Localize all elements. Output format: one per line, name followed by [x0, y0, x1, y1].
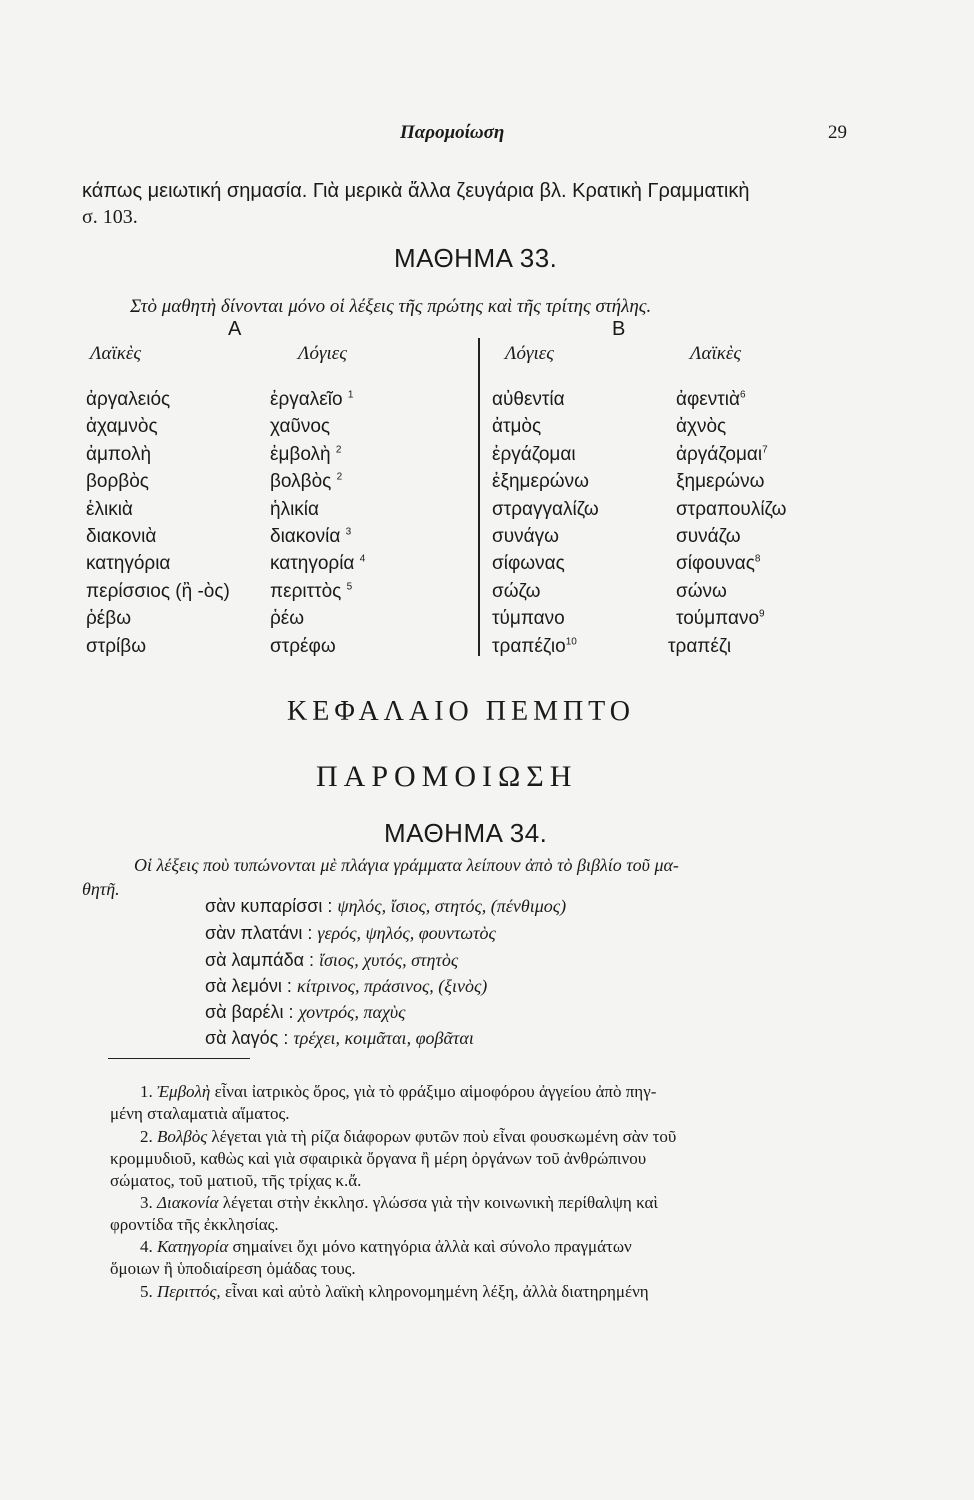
word-item: τύμπανο: [492, 608, 565, 630]
footnote-ref: 6: [740, 389, 746, 401]
word-item: βορβὸς: [86, 471, 149, 493]
word-item: βολβὸς $^2$: [270, 471, 343, 493]
simile-row: σὰ λαγός : τρέχει, κοιμᾶται, φοβᾶται: [205, 1028, 474, 1048]
column-header-learned-b: Λόγιες: [505, 343, 554, 364]
lesson-34-instruction-line-1: Οἱ λέξεις ποὺ τυπώνονται μὲ πλάγια γράμματα λείπουν ἀπὸ τὸ βιβλίο τοῦ μα-: [134, 855, 679, 875]
word-column-learned-a: [270, 386, 365, 660]
word-item: σώζω: [492, 580, 541, 602]
word-item: ἐργαλεῖο $^1$: [270, 389, 354, 410]
chapter-title: ΠΑΡΟΜΟΙΩΣΗ: [316, 760, 578, 793]
word-item: διακονιὰ: [86, 526, 157, 548]
footnote-line: φροντίδα τῆς ἐκκλησίας.: [110, 1215, 279, 1234]
footnote-ref: 5: [346, 581, 353, 593]
word-item: ἀργάζομαι$^7$: [676, 443, 768, 465]
footnote-line: σώματος, τοῦ ματιοῦ, τῆς τρίχας κ.ἄ.: [110, 1171, 362, 1190]
intro-line-1: κάπως μειωτική σημασία. Γιὰ μερικὰ ἄλλα ζευγάρια βλ. Κρατικὴ Γραμματικὴ: [82, 180, 750, 202]
word-item: στραπουλίζω: [676, 498, 787, 520]
footnote-ref: 4: [359, 554, 366, 566]
word-item: ἐργάζομαι: [492, 443, 576, 465]
word-item: στραγγαλίζω: [492, 498, 599, 520]
word-item: σώνω: [676, 580, 727, 602]
column-header-popular-b: Λαϊκὲς: [690, 343, 742, 364]
simile-row: σὰ βαρέλι : χοντρός, παχὺς: [205, 1002, 406, 1022]
lesson-34-instruction-line-2: θητῆ.: [82, 879, 120, 899]
word-item: τούμπανο$^9$: [676, 608, 765, 630]
column-header-learned-a: Λόγιες: [298, 343, 347, 364]
footnote-ref: 2: [335, 444, 342, 456]
word-item: διακονία $^3$: [270, 526, 352, 548]
lesson-34-title: ΜΑΘΗΜΑ 34.: [384, 818, 548, 848]
word-column-learned-b: [492, 386, 599, 660]
simile-row: σὰν πλατάνι : γερός, ψηλός, φουντωτὸς: [205, 923, 496, 943]
footnote-ref: 10: [565, 636, 577, 648]
word-item: συνάζω: [676, 526, 741, 548]
footnote-ref: 1: [347, 389, 354, 401]
footnote-line: 2. Βολβὸς λέγεται γιὰ τὴ ρίζα διάφορων φυτῶν ποὺ εἶναι φουσκωμένη σὰν τοῦ: [140, 1127, 677, 1146]
word-item: ἀφεντιὰ$^6$: [676, 389, 746, 410]
word-item: ῥέβω: [86, 608, 132, 630]
footnote-ref: 7: [762, 444, 768, 456]
word-item: ῥέω: [270, 608, 305, 630]
column-divider: [478, 338, 480, 656]
word-column-popular-b: [668, 386, 787, 660]
word-item: ἀργαλειός: [86, 389, 171, 410]
word-item: αὐθεντία: [492, 389, 565, 410]
footnote-line: κρομμυδιοῦ, καθὼς καὶ γιὰ σφαιρικὰ ὄργανα ἢ μέρη ὀργάνων τοῦ ἀνθρώπινου: [110, 1149, 647, 1168]
word-item: ἐξημερώνω: [492, 471, 589, 493]
word-item: ἡλικία: [270, 498, 319, 520]
running-header-title: Παρομοίωση: [400, 122, 505, 143]
chapter-label: ΚΕΦΑΛΑΙΟ ΠΕΜΠΤΟ: [287, 696, 635, 727]
footnote-line: 5. Περιττός, εἶναι καὶ αὐτὸ λαϊκὴ κληρονομημένη λέξη, ἀλλὰ διατηρημένη: [140, 1282, 649, 1301]
footnote-ref: 8: [754, 554, 761, 566]
lesson-33-title: ΜΑΘΗΜΑ 33.: [394, 243, 558, 273]
footnote-line: 1. Ἐμβολὴ εἶναι ἰατρικὸς ὅρος, γιὰ τὸ φράξιμο αἱμοφόρου ἀγγείου ἀπὸ πηγ-: [140, 1082, 657, 1101]
word-item: περιττὸς $^5$: [270, 580, 353, 602]
word-item: τραπέζι: [668, 635, 732, 657]
word-item: σίφουνας$^8$: [676, 553, 761, 575]
word-item: περίσσιος (ἢ -ὸς): [86, 580, 230, 602]
footnote-line: 4. Κατηγορία σημαίνει ὄχι μόνο κατηγόρια ἀλλὰ καὶ σύνολο πραγμάτων: [140, 1237, 632, 1256]
footnote-line: 3. Διακονία λέγεται στὴν ἐκκλησ. γλώσσα γιὰ τὴν κοινωνικὴ περίθαλψη καὶ: [140, 1193, 658, 1212]
word-column-popular-a: [86, 386, 230, 660]
footnote-line: μένη σταλαματιὰ αἵματος.: [110, 1104, 290, 1123]
word-item: χαῦνος: [270, 416, 331, 438]
simile-row: σὰ λαμπάδα : ἴσιος, χυτός, στητὸς: [205, 950, 459, 970]
footnote-rule: [108, 1058, 250, 1059]
intro-line-2: σ. 103.: [82, 206, 138, 228]
word-item: τραπέζιο$^{10}$: [492, 635, 577, 657]
word-item: ἀχνὸς: [676, 416, 727, 438]
word-item: σίφωνας: [492, 553, 565, 575]
footnote-ref: 3: [345, 526, 352, 538]
simile-row: σὰ λεμόνι : κίτρινος, πράσινος, (ξινὸς): [205, 976, 488, 996]
lesson-33-instruction: Στὸ μαθητὴ δίνονται μόνο οἱ λέξεις τῆς πρώτης καὶ τῆς τρίτης στήλης.: [130, 296, 652, 317]
footnote-ref: 2: [336, 471, 343, 483]
word-item: ἀμπολὴ: [86, 443, 152, 465]
word-item: ἀτμὸς: [492, 416, 542, 438]
word-item: ἀχαμνὸς: [86, 416, 158, 438]
word-item: συνάγω: [492, 526, 559, 548]
simile-row: σὰν κυπαρίσσι : ψηλός, ἴσιος, στητός, (πένθιμος): [205, 896, 567, 916]
word-item: ἐμβολὴ $^2$: [270, 443, 342, 465]
word-item: κατηγόρια: [86, 553, 171, 575]
word-item: στρίβω: [86, 635, 147, 657]
column-header-popular-a: Λαϊκὲς: [90, 343, 142, 364]
word-item: κατηγορία $^4$: [270, 553, 366, 575]
footnote-ref: 9: [759, 608, 765, 620]
word-item: ξημερώνω: [676, 471, 765, 493]
group-b-label: Β: [612, 318, 626, 340]
word-item: στρέφω: [270, 635, 336, 657]
footnote-line: ὅμοιων ἢ ὑποδιαίρεση ὁμάδας τους.: [110, 1259, 356, 1278]
group-a-label: Α: [228, 318, 242, 340]
page-number: 29: [828, 122, 847, 143]
word-item: ἑλικιὰ: [86, 498, 133, 520]
